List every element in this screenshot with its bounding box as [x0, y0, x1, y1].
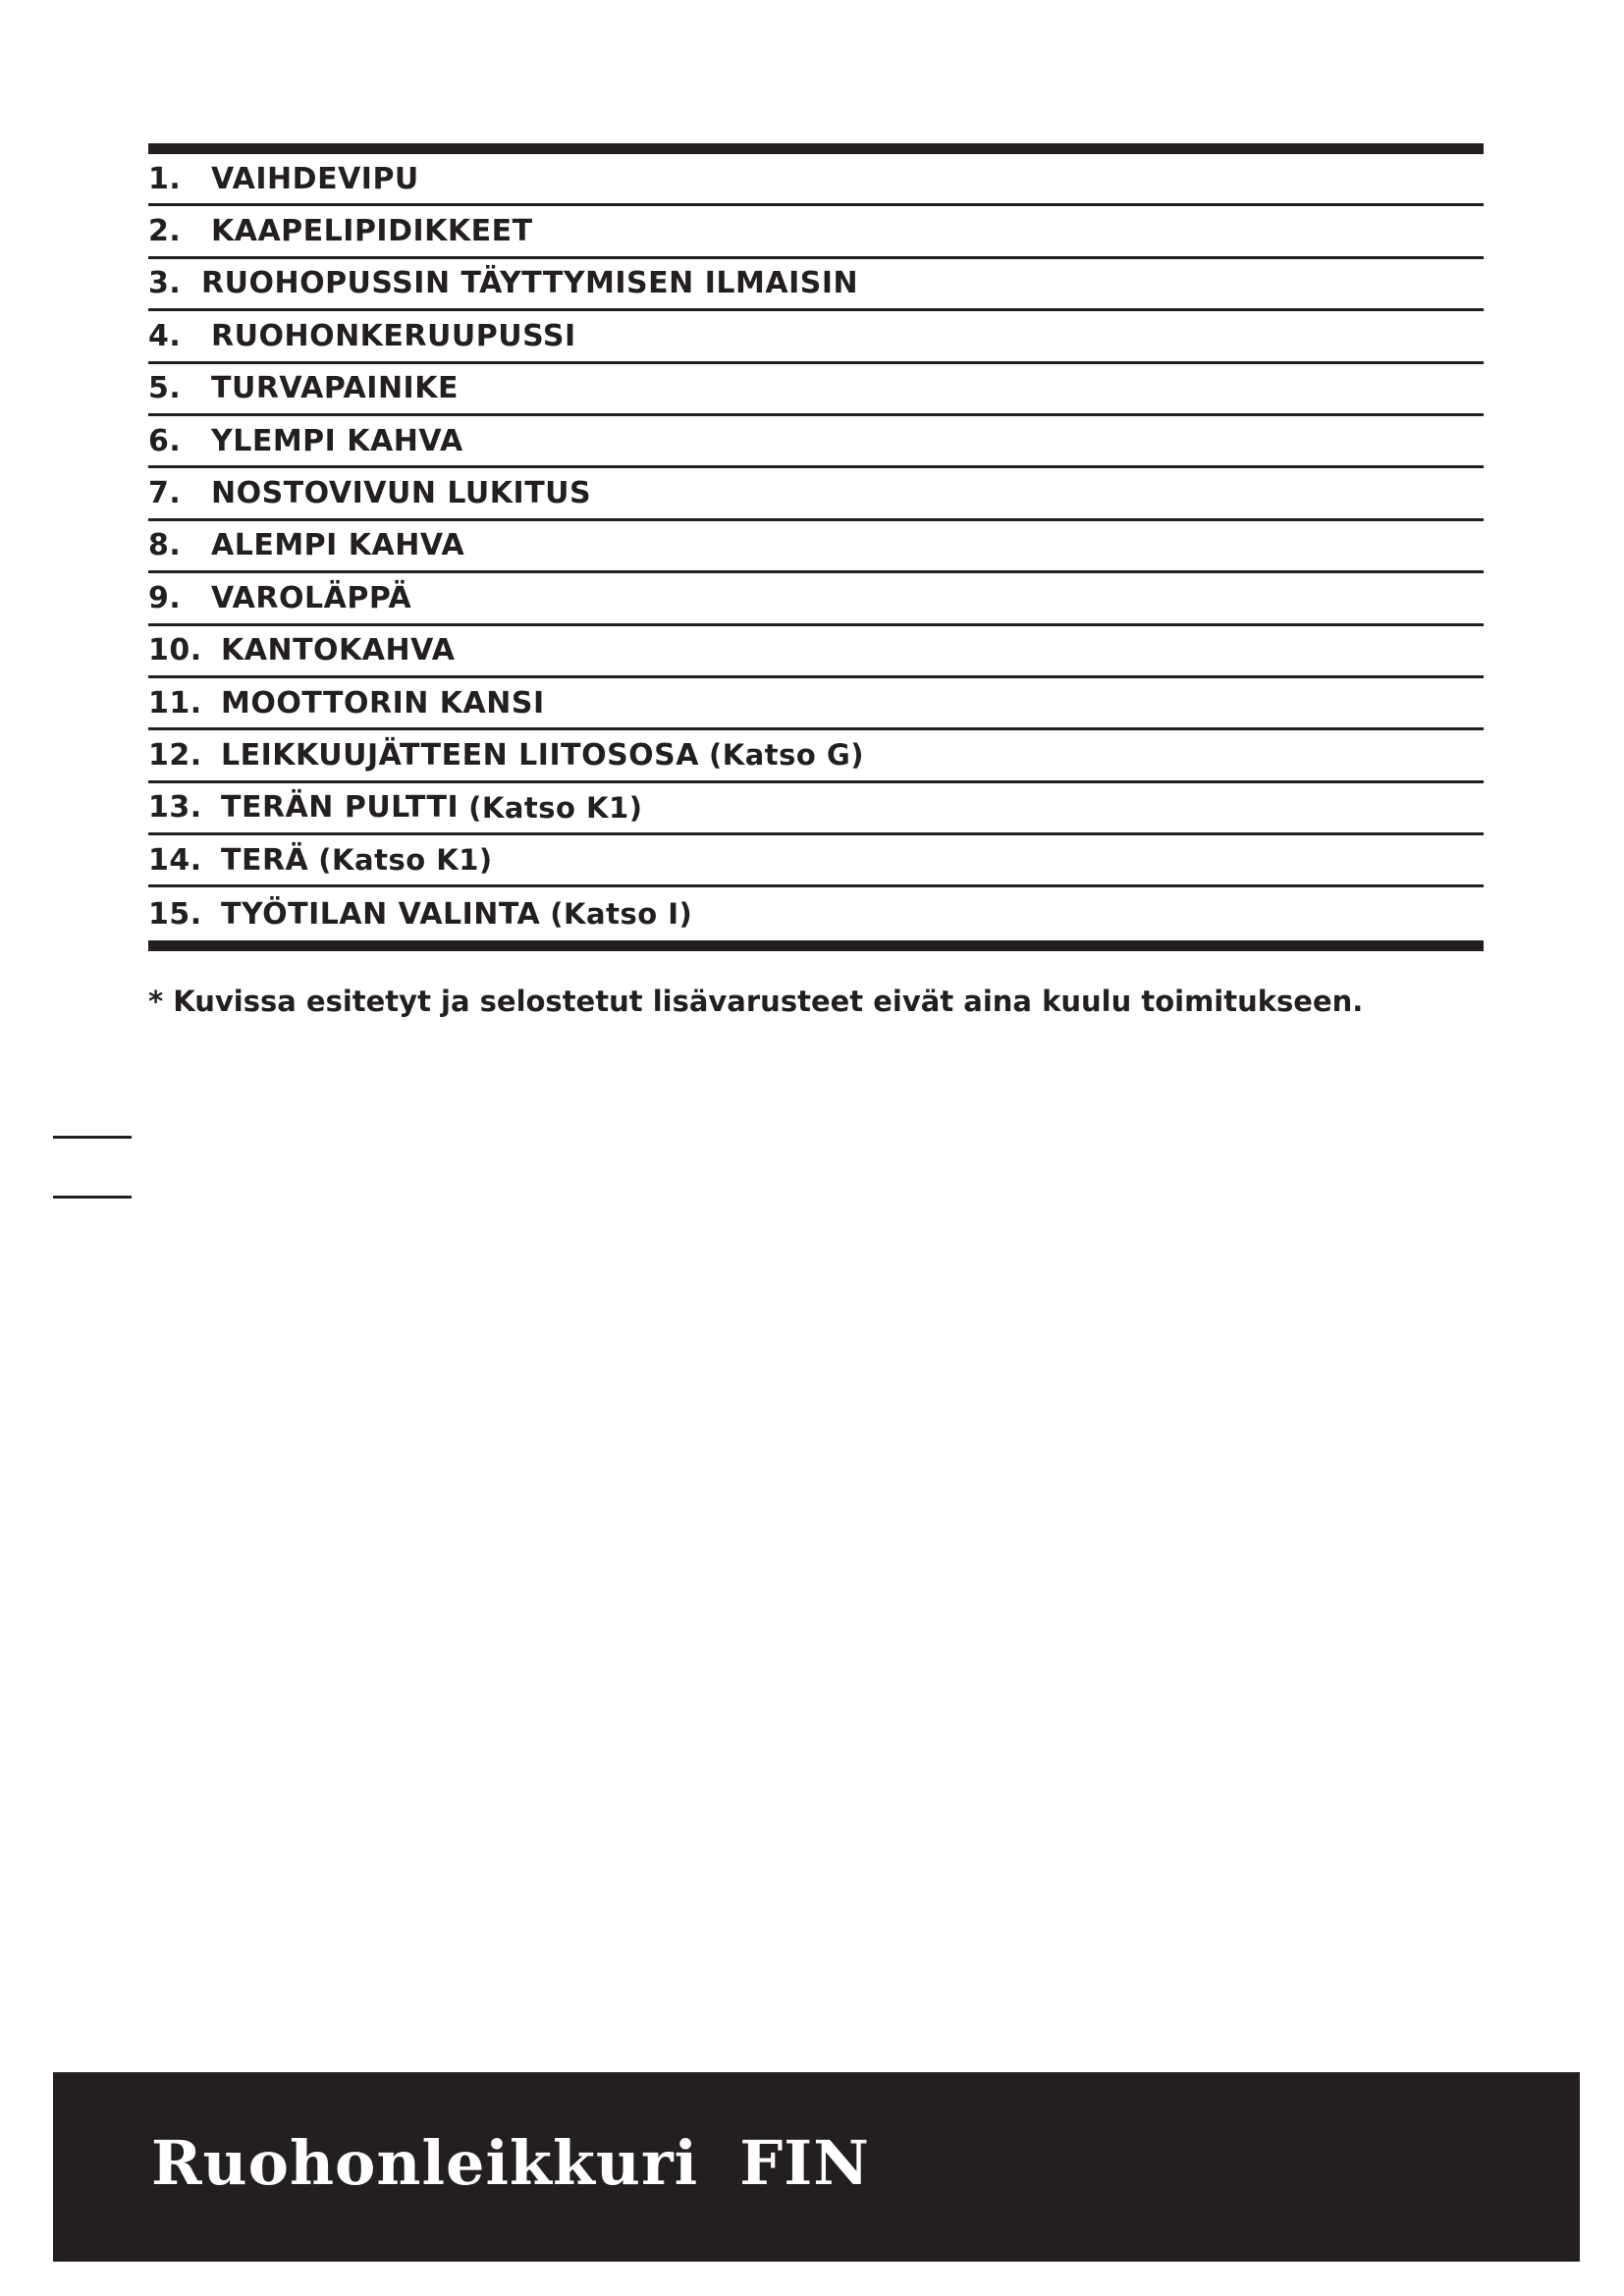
- part-reference: (Katso I): [550, 897, 693, 932]
- part-row-9: [148, 573, 1484, 625]
- language-code: FIN: [739, 2127, 870, 2199]
- part-row-5: [148, 364, 1484, 416]
- margin-tick-upper: [53, 1136, 132, 1139]
- part-row-10: [148, 626, 1484, 678]
- part-number: 9.: [148, 580, 182, 615]
- footer-title: [151, 2127, 870, 2199]
- part-label: KANTOKAHVA: [221, 633, 456, 668]
- part-label: RUOHONKERUUPUSSI: [211, 318, 576, 353]
- part-number: 13.: [148, 790, 202, 826]
- part-label: LEIKKUUJÄTTEEN LIITOSOSA: [221, 737, 700, 773]
- part-label: KAAPELIPIDIKKEET: [211, 214, 533, 249]
- part-number: 7.: [148, 476, 182, 511]
- margin-tick-lower: [53, 1196, 132, 1199]
- part-label: VAIHDEVIPU: [211, 161, 419, 196]
- accessories-footnote: * Kuvissa esitetyt ja selostetut lisävarusteet eivät aina kuulu toimitukseen.: [148, 985, 1364, 1018]
- part-reference: (Katso K1): [318, 843, 493, 878]
- part-label: TERÄ: [221, 842, 309, 878]
- part-number: 11.: [148, 685, 202, 721]
- part-reference: (Katso K1): [468, 790, 643, 825]
- part-row-8: [148, 521, 1484, 573]
- part-row-2: [148, 206, 1484, 258]
- part-number: 5.: [148, 371, 182, 406]
- part-row-6: [148, 416, 1484, 468]
- part-row-4: [148, 311, 1484, 363]
- part-row-3: [148, 259, 1484, 311]
- part-reference: (Katso G): [709, 738, 865, 773]
- part-number: 4.: [148, 318, 182, 353]
- part-row-13: [148, 783, 1484, 835]
- part-label: TYÖTILAN VALINTA: [221, 896, 541, 932]
- part-row-7: [148, 468, 1484, 520]
- part-number: 6.: [148, 423, 182, 458]
- part-number: 15.: [148, 896, 202, 932]
- part-number: 2.: [148, 214, 182, 249]
- part-number: 1.: [148, 161, 182, 196]
- part-row-12: [148, 730, 1484, 782]
- part-label: ALEMPI KAHVA: [211, 528, 465, 563]
- part-number: 10.: [148, 633, 202, 668]
- part-label: MOOTTORIN KANSI: [221, 685, 545, 721]
- part-label: NOSTOVIVUN LUKITUS: [211, 476, 592, 511]
- part-number: 14.: [148, 842, 202, 878]
- part-number: 12.: [148, 737, 202, 773]
- part-label: TURVAPAINIKE: [211, 371, 459, 406]
- parts-list: [148, 143, 1484, 951]
- part-label: VAROLÄPPÄ: [211, 580, 412, 615]
- part-label: TERÄN PULTTI: [221, 790, 460, 826]
- part-label: YLEMPI KAHVA: [211, 423, 463, 458]
- part-row-11: [148, 678, 1484, 730]
- part-number: 3.: [148, 266, 182, 301]
- part-label: RUOHOPUSSIN TÄYTTYMISEN ILMAISIN: [201, 266, 859, 301]
- part-number: 8.: [148, 528, 182, 563]
- product-name: Ruohonleikkuri: [151, 2127, 699, 2199]
- part-row-1: [148, 154, 1484, 206]
- footer-band: [53, 2072, 1580, 2262]
- part-row-14: [148, 835, 1484, 887]
- part-row-15: [148, 887, 1484, 939]
